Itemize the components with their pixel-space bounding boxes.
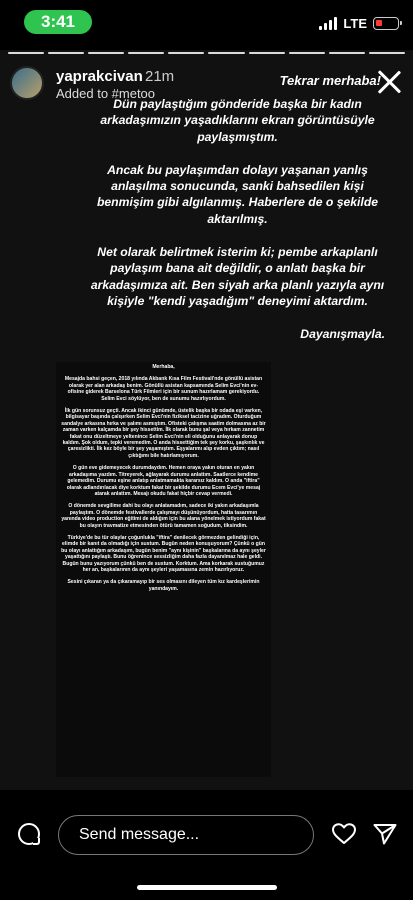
camera-icon[interactable] bbox=[18, 823, 40, 845]
story-message bbox=[90, 96, 385, 360]
message-paragraph: Net olarak belirtmek isterim ki; pembe arkaplanlı paylaşım bana ait değildir, o anlatı başka bir arkadaşımıza ait. Ben siyah arka planlı yazıyla aynı kişiyle "kendi yaşadığım" deneyimi aktardım. bbox=[90, 245, 385, 308]
reply-bar bbox=[0, 795, 413, 900]
progress-segment bbox=[329, 52, 365, 54]
progress-segment bbox=[88, 52, 124, 54]
letter-paragraph: O gün eve gidemeyecek durumdaydım. Hemen oraya yakın oturan en yakın arkadaşıma yazdım. Titreyerek, ağlayarak durumu anlattım. Saatlerce kendime gelemedim. Durumu eşine anlatıp anlatmamakta kararsız kaldım. O anda "iftira" olarak adlandırılacak diye korktum fakat bir şekilde durumu Ecem Evci'ye mesaj atarak anlattım. Mesajı okudu fakat hiçbir cevap vermedi. bbox=[66, 465, 261, 497]
letter-paragraph: İlk gün sorunsuz geçti. Ancak ikinci günümde, üstelik başka bir odada eşi varken, bilgisayar başında çalışırken Selim Evci'nin fiziksel tacizine uğradım. Oturduğum sandalye arkasına hırka ve şalımı asmıştım. Ofisteki çalışma saatim dolmasına az bir zaman varken kalçamda bir şey hissettim. İlk olarak bunu şal veya hırkam zannetim fakat onu düzeltmeye yeltenince Selim Evci'nin eli olduğunu anlayarak donup kaldım. Şok oldum, tepki veremedim. O anda hissettiğim tek şey korku, şaşkınlık ve çaresizlikti. İlk kez böyle bir şey yaşamıştım. Eşyalarımı alıp evden çıktım; nasıl çıktığımı bile hatırlamıyorum. bbox=[61, 408, 266, 459]
status-time[interactable]: 3:41 bbox=[24, 10, 92, 34]
progress-segment bbox=[369, 52, 405, 54]
message-signature: Dayanışmayla. bbox=[300, 327, 385, 342]
progress-segment bbox=[249, 52, 285, 54]
progress-segment bbox=[8, 52, 44, 54]
battery-icon bbox=[373, 17, 399, 30]
status-bar bbox=[0, 0, 413, 46]
progress-segment bbox=[128, 52, 164, 54]
avatar[interactable] bbox=[10, 66, 44, 100]
post-time: 21m bbox=[145, 68, 175, 85]
username[interactable]: yaprakcivan bbox=[56, 68, 143, 85]
home-indicator[interactable] bbox=[137, 885, 277, 890]
message-paragraph: Ancak bu paylaşımdan dolayı yaşanan yanlış anlaşılma sonucunda, sanki bahsedilen kişi benmişim gibi algılanmış. Haberlere de o şekilde aktarılmış. bbox=[96, 162, 379, 226]
letter-paragraph: Sesini çıkaran ya da çıkaramayıp bir ses olmasını dileyen tüm kız kardeşlerimin yanındayım. bbox=[67, 579, 260, 592]
progress-segment bbox=[168, 52, 204, 54]
progress-segment bbox=[208, 52, 244, 54]
progress-segment bbox=[289, 52, 325, 54]
network-type: LTE bbox=[343, 15, 367, 31]
highlight-tag[interactable]: Added to #metoo bbox=[56, 86, 156, 101]
heart-icon[interactable] bbox=[332, 823, 356, 845]
message-paragraph: Dün paylaştığım gönderide başka bir kadın arkadaşımızın yaşadıklarını ekran görüntüsüyle paylaşmıştım. bbox=[100, 97, 375, 144]
letter-paragraph: Merhaba, bbox=[152, 364, 175, 370]
story-greeting: Tekrar merhaba! bbox=[279, 73, 381, 88]
signal-icon bbox=[319, 16, 337, 30]
status-indicators bbox=[319, 14, 399, 32]
letter-paragraph: Mesajda bahsi geçen, 2018 yılında Akbank Kısa Film Festivali'nde gönüllü asistan olarak yer alan arkadaş benim. Gönüllü asistan kapsamında Selim Evci'nin ev-ofisine giderek Barselona Türk Filmleri için bir sunum hazırlamam gerekiyordu. Selim Evci söylüyor, ben de sunumu hazırlıyordum. bbox=[64, 376, 263, 402]
letter-paragraph: O dönemde sevgilime dahi bu olayı anlatamadım, sadece iki yakın arkadaşımla paylaştım. O dönemde festivallerde çalışmayı düşünüyordum, hatta tasarımın yanında video production eğitimi de aldığım için bu alana yönelmek istiyordum fakat bu olayın travmatize etmesinden ötürü tamamen soğudum, tiksindim. bbox=[61, 503, 266, 529]
story-progress-bar bbox=[8, 52, 405, 55]
send-message-input[interactable] bbox=[58, 815, 314, 855]
letter-screenshot bbox=[56, 362, 271, 777]
paper-plane-icon[interactable] bbox=[373, 823, 397, 845]
progress-segment bbox=[48, 52, 84, 54]
letter-paragraph: Türkiye'de bu tür olaylar çoğunlukla "iftira" denilecek görmezden gelindiği için, elimde bir kanıt da olmadığı için sustum. Bugün neden konuşuyorum? Çünkü o gün bu olayı anlattığım arkadaşım, bugün benim "aynı kişinin" başkalarına da aynı şeyler yaşattığını paylaştı. Bunu öğrenince sessizliğim daha fazla dayanılmaz hale geldi. Bugün bunu yazıyorum çünkü ben de sustum. Korktum. Ama korkarak sustuğumuz her an, başkalarının da aynı şeyleri yaşamasına zemin hazırlıyoruz. bbox=[61, 534, 266, 573]
